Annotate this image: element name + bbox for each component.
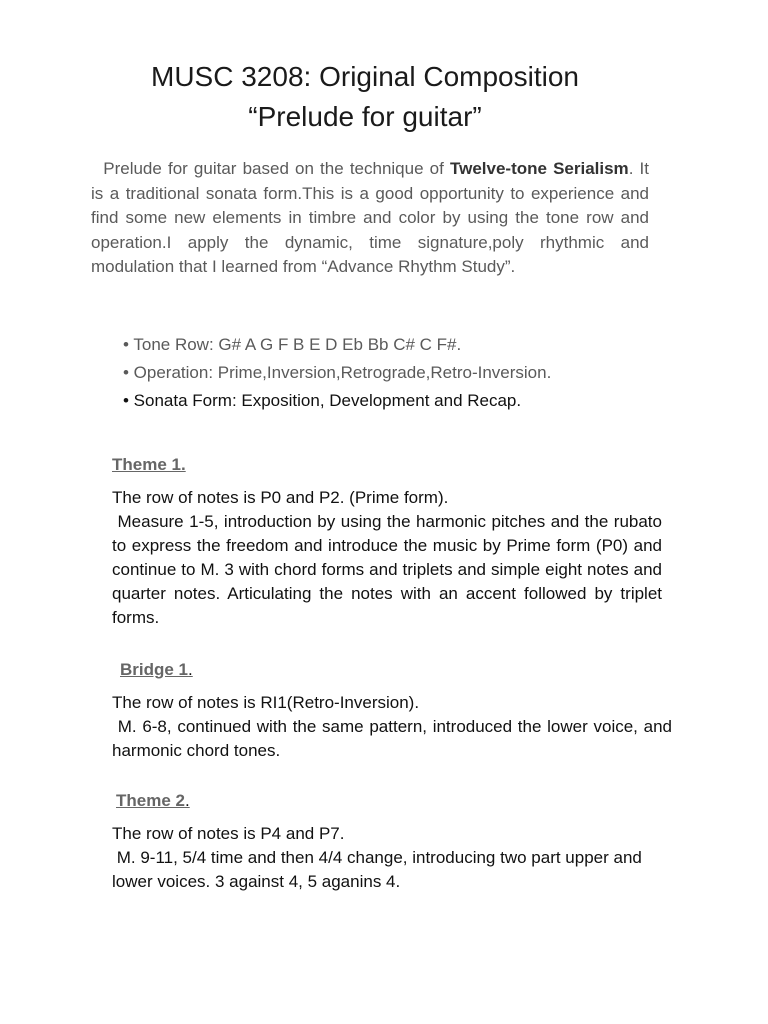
section-heading-theme-1: Theme 1. [112,455,186,474]
section-heading-text-bridge-1: Bridge 1 [120,660,189,679]
section-row-line-bridge-1: The row of notes is RI1(Retro-Inversion). [112,693,420,712]
section-heading-theme-2 [116,791,190,811]
section-body-text-theme-1: Measure 1-5, introduction by using the harmonic pitches and the rubato to express the freedom and introduce the music by Prime form (P0) and continue to M. 3 with chord forms and triplets and simple eight notes and quarter notes. Articulating the notes with an accent followed by triplet forms. [112,512,662,627]
intro-bold-term: Twelve-tone Serialism [449,159,629,178]
intro-paragraph [91,157,649,280]
intro-text-rest: . It is a traditional sonata form.This is a good opportunity to experience and find some new elements in timbre and color by using the tone row and operation.I apply the dynamic, time signature,poly rhythmic and modulation that I learned from “Advance Rhythm Study”. [91,159,649,277]
bullet-operation: • Operation: Prime,Inversion,Retrograde,Retro-Inversion. [123,363,552,382]
section-body-theme-2 [112,846,672,894]
section-heading-text-theme-2: Theme 2 [116,791,185,810]
section-body-text-theme-2: M. 9-11, 5/4 time and then 4/4 change, introducing two part upper and lower voices. 3 against 4, 5 aganins 4. [112,848,642,891]
section-row-line-theme-1: The row of notes is P0 and P2. (Prime form). [112,488,449,507]
heading-period: . [188,660,193,679]
section-body-theme-1 [112,510,662,630]
intro-text-start: Prelude for guitar based on the technique of [103,159,450,178]
document-title: MUSC 3208: Original Composition [151,61,579,92]
section-row-line-theme-2: The row of notes is P4 and P7. [112,824,345,843]
bullet-list [123,331,551,415]
section-body-bridge-1 [112,715,672,763]
heading-period: . [184,791,190,810]
section-body-text-bridge-1: M. 6-8, continued with the same pattern, introduced the lower voice, and harmonic chord tones. [112,717,672,760]
bullet-sonata-form: • Sonata Form: Exposition, Development and Recap. [123,391,522,410]
section-heading-bridge-1 [120,660,193,680]
bullet-tone-row: • Tone Row: G# A G F B E D Eb Bb C# C F#. [123,335,462,354]
document-subtitle: “Prelude for guitar” [248,101,482,132]
